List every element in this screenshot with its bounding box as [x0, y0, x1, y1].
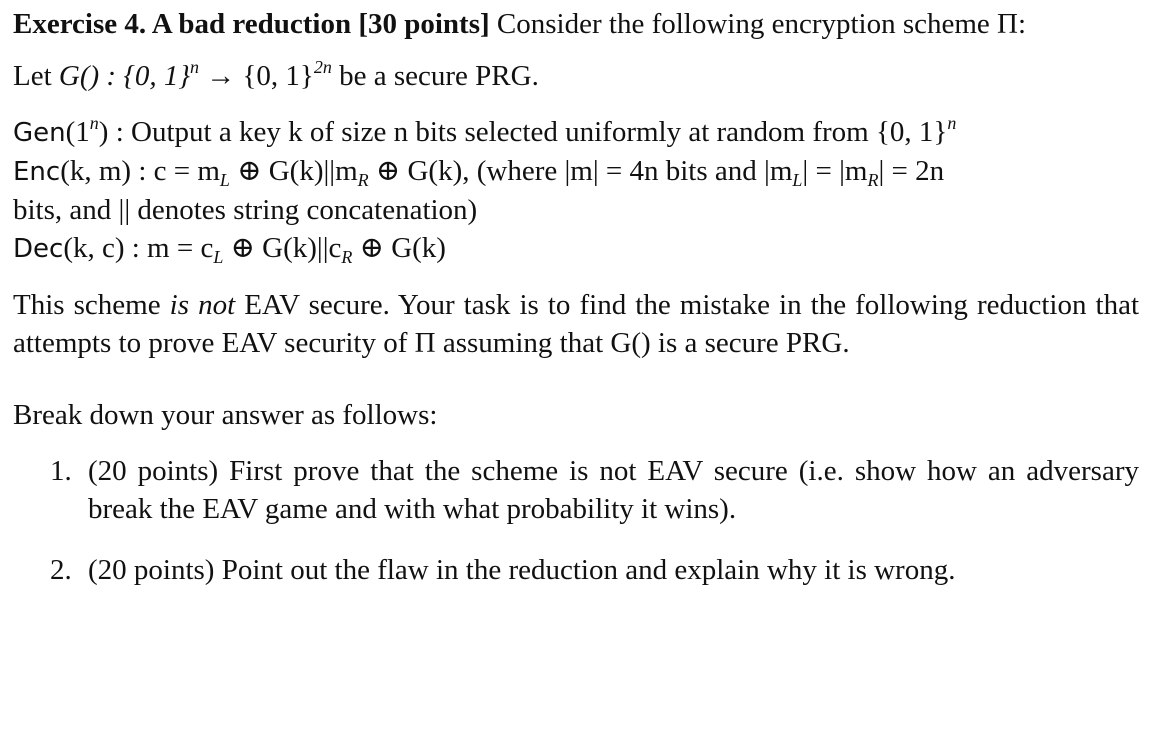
enc-line: Enc(k, m) : $c = m_L$ ⊕ $G(k)||m_R$ ⊕ G(k), (where |m| = 4n bits and $|m_L| = |m_R| = 2n$: [13, 155, 945, 190]
list-item-text: (20 points) Point out the flaw in the reduction and explain why it is wrong.: [88, 554, 956, 586]
gen-label: Gen: [13, 118, 66, 148]
enc-line-continued: bits, and || denotes string concatenation): [13, 194, 478, 226]
list-item-number: 1.: [50, 455, 72, 487]
list-item: [13, 452, 1139, 528]
dec-label: Dec: [13, 234, 64, 264]
exercise-intro-text: Consider the following encryption scheme Π:: [496, 8, 1027, 40]
exercise-page: [13, 5, 1139, 589]
dec-line: Dec(k, c) : $m = c_L$ ⊕ $G(k)||c_R$ ⊕ G(k): [13, 232, 446, 267]
exercise-heading: Exercise 4. A bad reduction [30 points]: [13, 8, 490, 40]
answer-parts-list: [13, 452, 1139, 589]
enc-label: Enc: [13, 157, 61, 187]
gen-description: : Output a key k of size n bits selected uniformly at random from {0, 1}: [115, 116, 948, 148]
prg-suffix: be a secure PRG.: [339, 60, 539, 92]
prg-definition: [13, 57, 1139, 95]
prg-function: G() : {0, 1}$^n$ → {0, 1}$^{2n}$: [58, 57, 332, 92]
exercise-intro: [13, 5, 1139, 43]
prg-prefix: Let: [13, 60, 52, 92]
breakdown-instruction: Break down your answer as follows:: [13, 399, 438, 431]
list-item: [13, 551, 1139, 589]
scheme-definition: [13, 113, 1139, 268]
list-item-number: 2.: [50, 554, 72, 586]
task-paragraph: This scheme is not EAV secure. Your task is to find the mistake in the following reduction that attempts to prove EAV security of Π assuming that G() is a secure PRG.: [13, 289, 1140, 359]
task-emphasis: is not: [169, 289, 236, 321]
list-item-text: (20 points) First prove that the scheme is not EAV secure (i.e. show how an adversary break the EAV game and with what probability it wins).: [88, 455, 1139, 525]
gen-line: Gen(1$^n$) : Output a key k of size n bits selected uniformly at random from {0, 1}$^n$: [13, 113, 957, 148]
